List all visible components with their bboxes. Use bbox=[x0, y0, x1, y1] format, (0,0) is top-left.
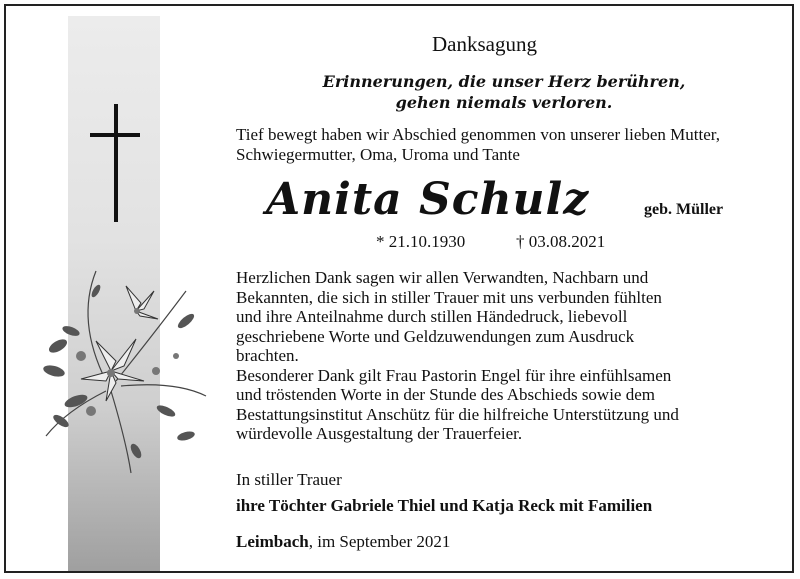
cross-icon bbox=[90, 104, 144, 224]
motto-line-1: Erinnerungen, die unser Herz berühren, bbox=[322, 72, 686, 91]
intro-text: Tief bewegt haben wir Abschied genommen von unserer lieben Mutter, Schwiegermutter, Oma, Uroma und Tante bbox=[236, 125, 721, 164]
family-signature: ihre Töchter Gabriele Thiel und Katja Reck mit Familien bbox=[236, 496, 653, 515]
heading-title: Danksagung bbox=[432, 32, 537, 56]
obituary-card bbox=[4, 4, 794, 573]
place-date-line bbox=[236, 532, 450, 552]
date-text: , im September 2021 bbox=[308, 532, 451, 551]
in-mourning-label: In stiller Trauer bbox=[236, 470, 342, 489]
birth-date: * 21.10.1930 bbox=[376, 232, 466, 251]
motto-verse bbox=[294, 71, 714, 113]
place-name: Leimbach bbox=[236, 532, 309, 551]
thanks-paragraph: Herzlichen Dank sagen wir allen Verwandten, Nachbarn und Bekannten, die sich in stiller Trauer mit uns verbunden fühlten und ihre Anteilnahme durch stillen Händedruck, liebevoll geschriebene Worte und Geldzuwendungen zum Ausdruck brachten. Besonderer Dank gilt Frau Pastorin Engel für ihre einfühlsamen und tröstenden Worte in der Stunde des Abschieds sowie dem Bestattungsinstitut Anschütz für die hilfreiche Unterstützung und würdevolle Ausgestaltung der Trauerfeier. bbox=[236, 268, 679, 443]
death-date: † 03.08.2021 bbox=[516, 232, 606, 251]
birth-name: geb. Müller bbox=[644, 201, 724, 218]
flower-bouquet-icon bbox=[36, 261, 211, 476]
motto-line-2: gehen niemals verloren. bbox=[395, 93, 613, 112]
deceased-name: Anita Schulz bbox=[266, 174, 590, 225]
